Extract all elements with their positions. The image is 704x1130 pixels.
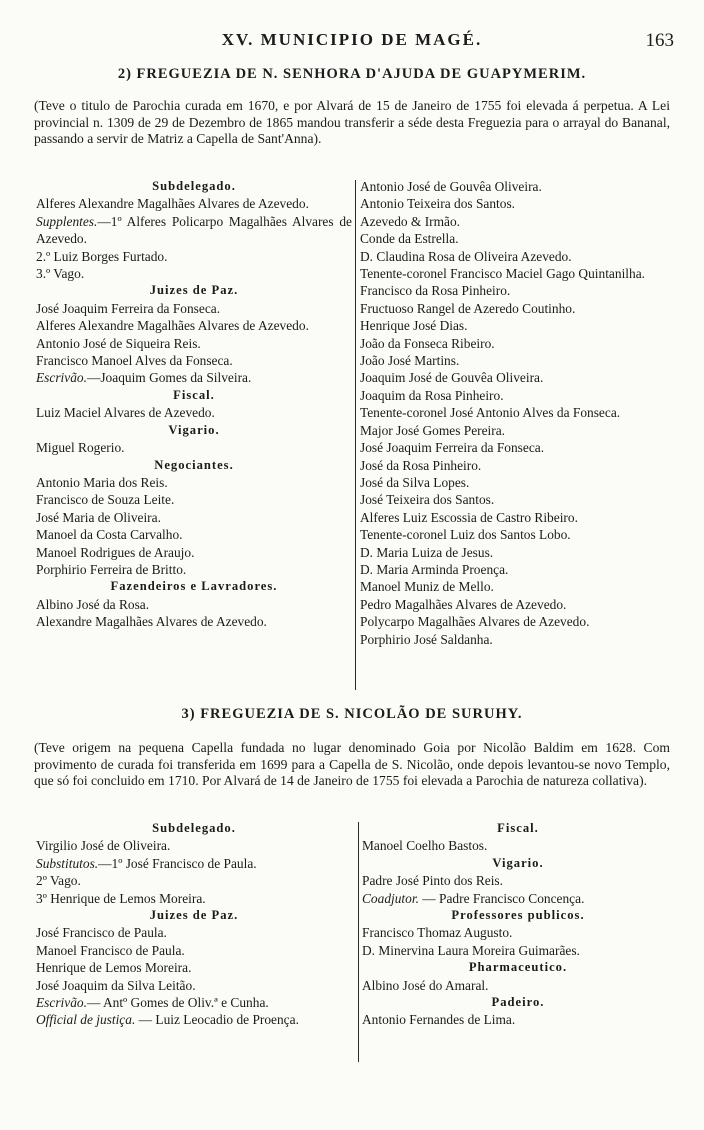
pharmaceutico-entry: Albino José do Amaral. <box>362 977 489 993</box>
fazendeiro-entry: Joaquim da Rosa Pinheiro. <box>360 387 504 403</box>
fazendeiro-entry: Major José Gomes Pereira. <box>360 422 506 438</box>
fiscal-heading: Fiscal. <box>173 387 215 402</box>
section-3-left-column <box>36 820 352 1029</box>
fazendeiro-entry: João José Martins. <box>360 353 460 369</box>
fazendeiro-entry: Antonio José de Gouvêa Oliveira. <box>360 179 542 194</box>
coadjutor-entry <box>362 890 674 907</box>
section-2-title: 2) FREGUEZIA DE N. SENHORA D'AJUDA DE GUAPYMERIM. <box>117 66 587 82</box>
negociante-entry: José Maria de Oliveira. <box>36 509 161 525</box>
column-divider <box>355 180 356 690</box>
fazendeiro-entry: Manoel Muniz de Mello. <box>360 579 494 595</box>
fazendeiro-entry: Porphirio José Saldanha. <box>360 631 493 647</box>
section-3-note: (Teve origem na pequena Capella fundada no lugar denominado Goia por Nicolão Baldim em 1628. Com provimento de curada foi transferida em 1699 para a Capella de S. Nicolão, onde depois levantou-se novo Templo, que só foi concluido em 1710. Por Alvará de 14 de Janeiro de 1755 foi elevada a Parochia de natureza collativa). <box>34 740 670 789</box>
subdelegado-entry: Virgilio José de Oliveira. <box>36 838 171 854</box>
fazendeiro-entry: D. Maria Luiza de Jesus. <box>360 544 494 560</box>
substituto-1: —1º José Francisco de Paula. <box>98 855 257 871</box>
escrivao-label: Escrivão. <box>36 370 87 386</box>
substitutos-label: Substitutos. <box>36 855 99 871</box>
running-header <box>0 30 704 52</box>
section-3-right-column <box>362 820 674 1029</box>
juiz-entry: José Joaquim da Silva Leitão. <box>36 977 196 993</box>
fazendeiro-entry: Azevedo & Irmão. <box>360 213 461 229</box>
escrivao-label: Escrivão. <box>36 995 87 1011</box>
substituto-2: 2º Vago. <box>36 873 81 889</box>
section-3-title: 3) FREGUEZIA DE S. NICOLÃO DE SURUHY. <box>181 706 523 722</box>
juiz-entry: Henrique de Lemos Moreira. <box>36 960 192 976</box>
supplente-3: 3.º Vago. <box>36 266 85 282</box>
escrivao-name: — Antº Gomes de Oliv.ª e Cunha. <box>86 995 269 1011</box>
fazendeiro-entry: Alferes Luiz Escossia de Castro Ribeiro. <box>360 509 578 525</box>
fazendeiro-entry: Antonio Teixeira dos Santos. <box>360 196 516 212</box>
fazendeiro-entry: José da Rosa Pinheiro. <box>360 457 482 473</box>
subdelegado-heading: Subdelegado. <box>152 821 236 835</box>
fazendeiro-entry: Conde da Estrella. <box>360 231 459 247</box>
padeiro-heading: Padeiro. <box>491 995 545 1010</box>
juizes-heading: Juizes de Paz. <box>149 283 239 298</box>
fazendeiro-entry: Pedro Magalhães Alvares de Azevedo. <box>360 596 567 612</box>
fiscal-entry: Luiz Maciel Alvares de Azevedo. <box>36 405 215 421</box>
fazendeiro-entry: Tenente-coronel José Antonio Alves da Fonseca. <box>360 405 621 421</box>
page-number: 163 <box>645 30 674 51</box>
section-2-note: (Teve o titulo de Parochia curada em 1670, e por Alvará de 15 de Janeiro de 1755 foi elevada á perpetua. A Lei provincial n. 1309 de 29 de Dezembro de 1865 mandou transferir a séde desta Freguezia para o arrayal do Bananal, passando a servir de Matriz a Capella de Sant'Anna). <box>34 98 670 147</box>
fazendeiro-entry: José da Silva Lopes. <box>360 474 470 490</box>
escrivao-entry <box>36 369 352 386</box>
juiz-entry: Manoel Francisco de Paula. <box>36 942 185 958</box>
supplente-1: —1º Alferes Policarpo Magalhães Alvares de Azevedo. <box>36 213 352 247</box>
coadjutor-label: Coadjutor. <box>362 890 419 906</box>
negociante-entry: Manoel da Costa Carvalho. <box>36 527 183 543</box>
page-title: XV. MUNICIPIO DE MAGÉ. <box>221 30 483 49</box>
professores-heading: Professores publicos. <box>451 908 585 923</box>
section-2-right-column <box>360 178 674 648</box>
juiz-entry: Francisco Manoel Alves da Fonseca. <box>36 353 233 369</box>
supplentes-label: Supplentes. <box>36 213 98 229</box>
negociante-entry: Porphirio Ferreira de Britto. <box>36 561 187 577</box>
pharmaceutico-heading: Pharmaceutico. <box>468 960 568 975</box>
subdelegado-heading: Subdelegado. <box>152 179 236 193</box>
fazendeiro-entry: Albino José da Rosa. <box>36 596 150 612</box>
fazendeiro-entry: Francisco da Rosa Pinheiro. <box>360 283 511 299</box>
fazendeiro-entry: José Joaquim Ferreira da Fonseca. <box>360 440 545 456</box>
fazendeiro-entry: José Teixeira dos Santos. <box>360 492 495 508</box>
vigario-entry: Miguel Rogerio. <box>36 440 125 456</box>
subdelegado-entry: Alferes Alexandre Magalhães Alvares de Azevedo. <box>36 196 309 212</box>
section-2-left-column <box>36 178 352 631</box>
vigario-heading: Vigario. <box>492 855 544 870</box>
juizes-heading: Juizes de Paz. <box>149 908 239 923</box>
juiz-entry: Alferes Alexandre Magalhães Alvares de Azevedo. <box>36 318 309 334</box>
fazendeiro-entry: Tenente-coronel Luiz dos Santos Lobo. <box>360 527 571 543</box>
fazendeiro-entry: Polycarpo Magalhães Alvares de Azevedo. <box>360 614 590 630</box>
escrivao-entry <box>36 994 352 1011</box>
escrivao-name: —Joaquim Gomes da Silveira. <box>86 370 252 386</box>
fazendeiro-entry: Fructuoso Rangel de Azeredo Coutinho. <box>360 300 576 316</box>
official-label: Official de justiça. <box>36 1012 136 1028</box>
negociante-entry: Antonio Maria dos Reis. <box>36 474 168 490</box>
fazendeiro-entry: D. Claudina Rosa de Oliveira Azevedo. <box>360 248 572 264</box>
professor-entry: Francisco Thomaz Augusto. <box>362 925 513 941</box>
substituto-entry <box>36 855 352 872</box>
fazendeiro-entry: Tenente-coronel Francisco Maciel Gago Quintanilha. <box>360 266 645 282</box>
fazendeiro-entry: Henrique José Dias. <box>360 318 468 334</box>
negociante-entry: Manoel Rodrigues de Araujo. <box>36 544 195 560</box>
vigario-entry: Padre José Pinto dos Reis. <box>362 873 503 889</box>
substituto-3: 3º Henrique de Lemos Moreira. <box>36 890 206 906</box>
coadjutor-name: — Padre Francisco Concença. <box>422 890 585 906</box>
fazendeiro-entry: Alexandre Magalhães Alvares de Azevedo. <box>36 614 267 630</box>
fazendeiros-heading: Fazendeiros e Lavradores. <box>110 579 278 594</box>
official-entry <box>36 1011 352 1028</box>
fazendeiro-entry: Joaquim José de Gouvêa Oliveira. <box>360 370 544 386</box>
padeiro-entry: Antonio Fernandes de Lima. <box>362 1012 516 1028</box>
supplente-entry <box>36 213 352 248</box>
vigario-heading: Vigario. <box>168 422 220 437</box>
negociantes-heading: Negociantes. <box>154 457 234 472</box>
negociante-entry: Francisco de Souza Leite. <box>36 492 175 508</box>
supplente-2: 2.º Luiz Borges Furtado. <box>36 248 168 264</box>
fazendeiro-entry: D. Maria Arminda Proença. <box>360 561 509 577</box>
juiz-entry: Antonio José de Siqueira Reis. <box>36 335 201 351</box>
juiz-entry: José Francisco de Paula. <box>36 925 167 941</box>
professor-entry: D. Minervina Laura Moreira Guimarães. <box>362 942 580 958</box>
column-divider <box>358 822 359 1062</box>
fiscal-heading: Fiscal. <box>497 821 539 835</box>
official-name: — Luiz Leocadio de Proença. <box>138 1012 299 1028</box>
juiz-entry: José Joaquim Ferreira da Fonseca. <box>36 300 221 316</box>
fazendeiro-entry: João da Fonseca Ribeiro. <box>360 335 495 351</box>
fiscal-entry: Manoel Coelho Bastos. <box>362 838 488 854</box>
